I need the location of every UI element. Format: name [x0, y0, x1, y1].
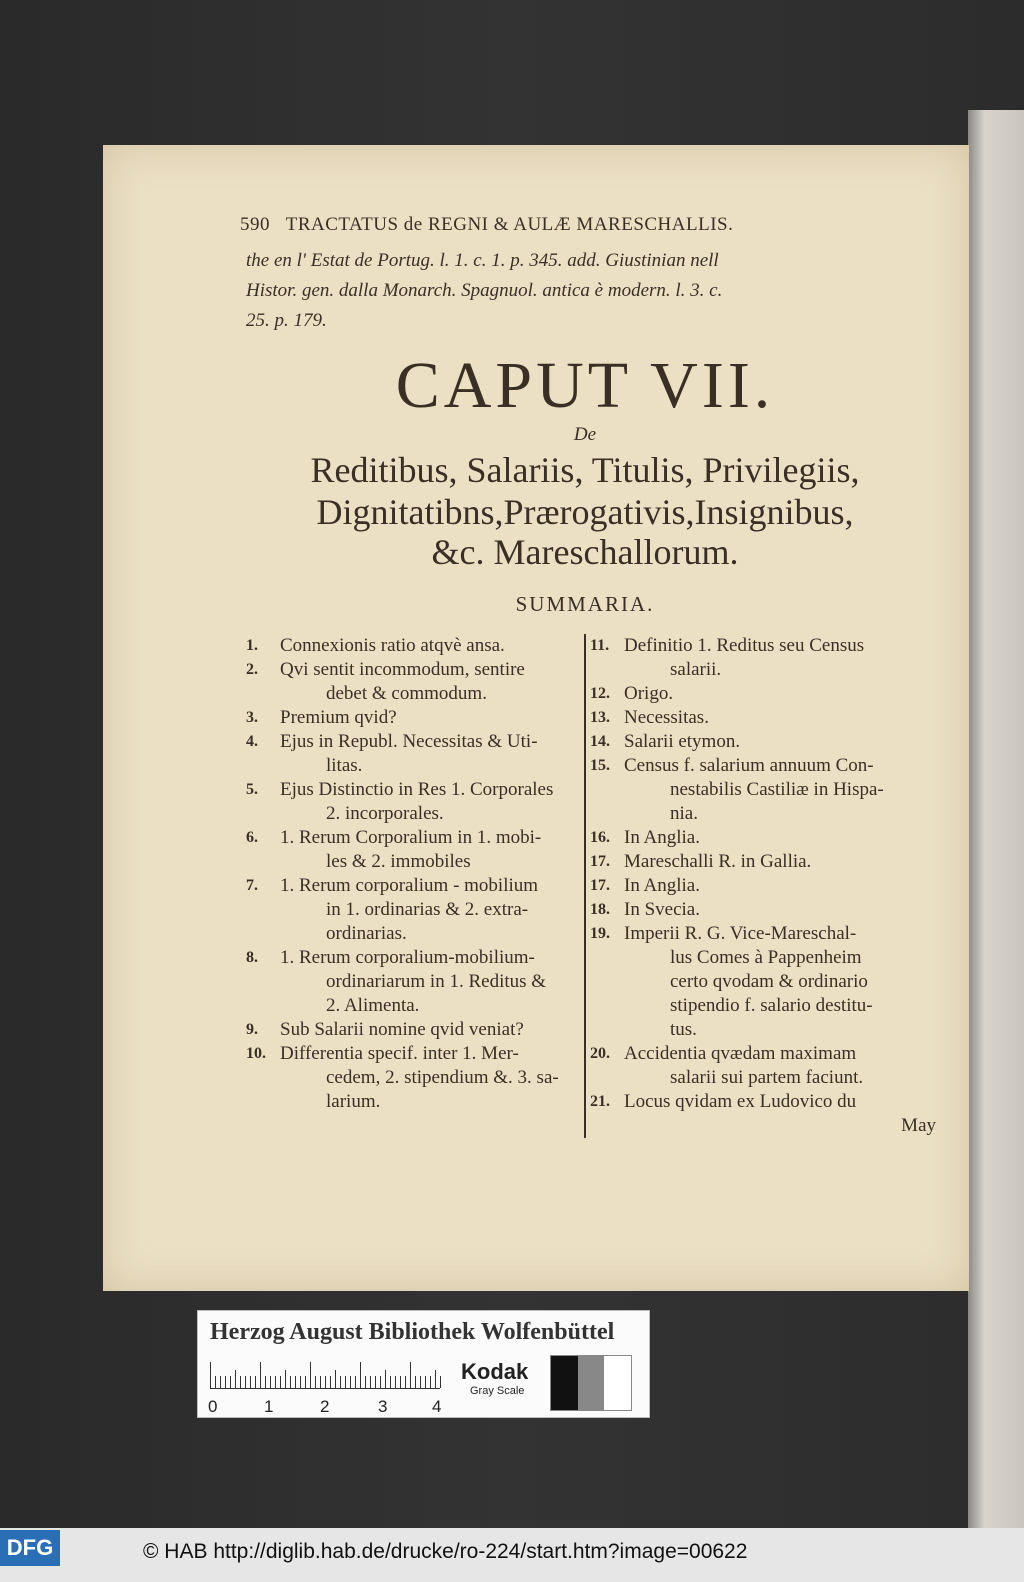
entry-text: salarii sui partem faciunt.: [670, 1067, 864, 1088]
summaria-entry: [246, 1018, 580, 1042]
ruler-tick: [260, 1362, 261, 1388]
entry-text: salarii.: [670, 659, 722, 680]
entry-number: 14.: [590, 733, 610, 750]
entry-number: 15.: [590, 757, 610, 774]
entry-number: 16.: [590, 829, 610, 846]
ruler-tick: [345, 1376, 346, 1388]
white-swatch: [604, 1356, 631, 1410]
dfg-logo: DFG: [0, 1530, 60, 1566]
kodak-logo: Kodak: [461, 1359, 529, 1384]
facing-page-edge: [968, 110, 1024, 1530]
gray-swatch: [578, 1356, 605, 1410]
summaria-entry: [590, 634, 936, 682]
ruler-tick: [295, 1376, 296, 1388]
entry-text-block: [280, 778, 580, 826]
summaria-heading: SUMMARIA.: [515, 592, 655, 616]
chapter-title-line: &c. Mareschallorum.: [431, 532, 739, 572]
entry-text: Origo.: [624, 683, 674, 704]
entry-text-block: [280, 874, 580, 946]
entry-text-block: [280, 658, 580, 706]
citation-line: 25. p. 179.: [246, 310, 327, 331]
ruler-tick: [340, 1376, 341, 1388]
entry-text-block: [280, 1018, 580, 1042]
entry-text: Locus qvidam ex Ludovico du: [624, 1091, 857, 1112]
entry-text: larium.: [326, 1091, 381, 1112]
ruler-tick: [360, 1362, 361, 1388]
ruler-tick: [285, 1370, 286, 1388]
entry-number: 3.: [246, 709, 258, 726]
page-number: 590: [240, 214, 270, 235]
ruler-label: 1: [264, 1397, 274, 1416]
citation-line: the en l' Estat de Portug. l. 1. c. 1. p. 345. add. Giustinian nell: [246, 250, 719, 271]
entry-text: Imperii R. G. Vice-Mareschal-: [624, 923, 857, 944]
summaria-entry: [246, 1042, 580, 1114]
ruler-tick: [270, 1376, 271, 1388]
entry-text-block: [624, 634, 936, 682]
entry-text-block: [280, 946, 580, 1018]
running-header: [240, 214, 733, 236]
entry-text-block: [280, 634, 580, 658]
summaria-entry: [590, 850, 936, 874]
entry-text: Ejus Distinctio in Res 1. Corporales: [280, 779, 554, 800]
ruler-tick: [320, 1376, 321, 1388]
ruler-tick: [415, 1376, 416, 1388]
entry-text-block: [624, 730, 936, 754]
ruler-tick: [275, 1376, 276, 1388]
citation-line: Histor. gen. dalla Monarch. Spagnuol. antica è modern. l. 3. c.: [246, 280, 723, 301]
summaria-entry: [590, 1042, 936, 1090]
ruler-tick: [245, 1376, 246, 1388]
entry-number: 19.: [590, 925, 610, 942]
ruler-tick: [370, 1376, 371, 1388]
summaria-entry: [590, 898, 936, 922]
entry-number: 17.: [590, 877, 610, 894]
ruler-tick: [235, 1370, 236, 1388]
ruler-label: 3: [378, 1397, 388, 1416]
entry-text: Connexionis ratio atqvè ansa.: [280, 635, 505, 656]
entry-text: May: [901, 1115, 936, 1136]
entry-text-block: [280, 1042, 580, 1114]
ruler-tick: [330, 1376, 331, 1388]
entry-text: 1. Rerum Corporalium in 1. mobi-: [280, 827, 542, 848]
entry-text: In Anglia.: [624, 875, 700, 896]
entry-number: 21.: [590, 1093, 610, 1110]
library-name: Herzog August Bibliothek Wolfenbüttel: [210, 1319, 615, 1345]
entry-number: 9.: [246, 1021, 258, 1038]
ruler-tick: [210, 1362, 211, 1388]
summaria-entry: [590, 682, 936, 706]
summaria-entry: [246, 634, 580, 658]
summaria-entry: [590, 826, 936, 850]
ruler-tick: [430, 1376, 431, 1388]
ruler-tick: [255, 1376, 256, 1388]
summaria-left-column: [246, 634, 580, 1114]
entry-text: Premium qvid?: [280, 707, 397, 728]
ruler-tick: [435, 1370, 436, 1388]
ruler-tick: [380, 1376, 381, 1388]
entry-text: Mareschalli R. in Gallia.: [624, 851, 812, 872]
gray-swatches: [550, 1355, 632, 1411]
entry-number: 4.: [246, 733, 258, 750]
entry-text-block: [624, 826, 936, 850]
summaria-entry: [246, 658, 580, 706]
entry-text: nestabilis Castiliæ in Hispa-: [670, 779, 884, 800]
entry-text: 1. Rerum corporalium - mobilium: [280, 875, 539, 896]
ruler-tick: [310, 1362, 311, 1388]
entry-number: 6.: [246, 829, 258, 846]
entry-text: in 1. ordinarias & 2. extra-: [326, 899, 529, 920]
entry-number: 7.: [246, 877, 258, 894]
entry-text-block: [280, 826, 580, 874]
entry-number: 2.: [246, 661, 258, 678]
ruler-tick: [315, 1376, 316, 1388]
entry-text-block: [280, 730, 580, 778]
entry-text-block: [624, 874, 936, 898]
entry-text: certo qvodam & ordinario: [670, 971, 868, 992]
chapter-de: De: [573, 424, 597, 445]
summaria-right-column: [584, 634, 936, 1138]
ruler-tick: [265, 1376, 266, 1388]
entry-text: nia.: [670, 803, 698, 824]
entry-text: 2. incorporales.: [326, 803, 444, 824]
ruler-tick: [395, 1376, 396, 1388]
entry-text: Necessitas.: [624, 707, 709, 728]
copyright-link[interactable]: © HAB http://diglib.hab.de/drucke/ro-224/start.htm?image=00622: [143, 1540, 748, 1563]
summaria-entry: [590, 730, 936, 754]
ruler-label: 4: [432, 1397, 442, 1416]
summaria-entry: [246, 874, 580, 946]
ruler-tick: [215, 1376, 216, 1388]
summaria-entry: [590, 922, 936, 1042]
entry-text: litas.: [326, 755, 363, 776]
entry-text: Sub Salarii nomine qvid veniat?: [280, 1019, 524, 1040]
chapter-title-line: Dignitatibns,Prærogativis,Insignibus,: [316, 492, 854, 532]
entry-text: 2. Alimenta.: [326, 995, 420, 1016]
entry-number: 17.: [590, 853, 610, 870]
ruler-tick: [400, 1376, 401, 1388]
ruler-tick: [280, 1376, 281, 1388]
entry-text: Census f. salarium annuum Con-: [624, 755, 874, 776]
entry-text: Salarii etymon.: [624, 731, 741, 752]
entry-number: 1.: [246, 637, 258, 654]
summaria-entry: [246, 730, 580, 778]
entry-text-block: [624, 850, 936, 874]
ruler-tick: [385, 1370, 386, 1388]
entry-text: lus Comes à Pappenheim: [670, 947, 862, 968]
ruler-tick: [440, 1376, 441, 1388]
library-color-card: [197, 1310, 650, 1418]
entry-number: 18.: [590, 901, 610, 918]
ruler-tick: [365, 1376, 366, 1388]
entry-text-block: [280, 706, 580, 730]
entry-number: 13.: [590, 709, 610, 726]
entry-text: Differentia specif. inter 1. Mer-: [280, 1043, 519, 1064]
entry-text: ordinariarum in 1. Reditus &: [326, 971, 547, 992]
entry-text-block: [624, 706, 936, 730]
ruler-tick: [290, 1376, 291, 1388]
gray-scale-label: Gray Scale: [470, 1385, 525, 1397]
ruler-label: 0: [208, 1397, 218, 1416]
ruler-tick: [225, 1376, 226, 1388]
entry-text: Definitio 1. Reditus seu Census: [624, 635, 865, 656]
entry-text: stipendio f. salario destitu-: [670, 995, 873, 1016]
running-title: TRACTATUS de REGNI & AULÆ MARESCHALLIS.: [285, 214, 734, 235]
ruler-tick: [300, 1376, 301, 1388]
ruler-tick: [220, 1376, 221, 1388]
entry-text-block: [624, 1042, 936, 1090]
ruler-tick: [350, 1376, 351, 1388]
ruler-tick: [335, 1370, 336, 1388]
ruler-tick: [425, 1376, 426, 1388]
ruler-tick: [390, 1376, 391, 1388]
ruler: [210, 1361, 440, 1389]
entry-text: ordinarias.: [326, 923, 407, 944]
black-swatch: [551, 1356, 578, 1410]
entry-text: In Anglia.: [624, 827, 700, 848]
entry-number: 11.: [590, 637, 610, 654]
ruler-tick: [230, 1376, 231, 1388]
entry-text: Accidentia qvædam maximam: [624, 1043, 857, 1064]
entry-text: cedem, 2. stipendium &. 3. sa-: [326, 1067, 559, 1088]
entry-text: debet & commodum.: [326, 683, 487, 704]
summaria-entry: [246, 706, 580, 730]
entry-text: Ejus in Republ. Necessitas & Uti-: [280, 731, 538, 752]
entry-number: 10.: [246, 1045, 266, 1062]
ruler-tick: [240, 1376, 241, 1388]
summaria-entry: [590, 706, 936, 730]
ruler-tick: [405, 1376, 406, 1388]
ruler-tick: [355, 1376, 356, 1388]
ruler-label: 2: [320, 1397, 330, 1416]
summaria-entry: [246, 946, 580, 1018]
summaria-entry: [246, 778, 580, 826]
ruler-tick: [375, 1376, 376, 1388]
entry-text-block: [624, 754, 936, 826]
ruler-tick: [420, 1376, 421, 1388]
ruler-tick: [250, 1376, 251, 1388]
entry-text: les & 2. immobiles: [326, 851, 471, 872]
entry-text-block: [624, 898, 936, 922]
entry-number: 5.: [246, 781, 258, 798]
ruler-tick: [410, 1362, 411, 1388]
entry-text-block: [624, 682, 936, 706]
entry-text: Qvi sentit incommodum, sentire: [280, 659, 525, 680]
chapter-title-line: Reditibus, Salariis, Titulis, Privilegiis,: [310, 450, 860, 490]
summaria-entry: [590, 1090, 936, 1138]
summaria-entry: [246, 826, 580, 874]
summaria-entry: [590, 754, 936, 826]
chapter-heading: CAPUT VII.: [395, 349, 775, 422]
entry-number: 12.: [590, 685, 610, 702]
entry-text: In Svecia.: [624, 899, 700, 920]
ruler-tick: [325, 1376, 326, 1388]
entry-text: tus.: [670, 1019, 697, 1040]
entry-text-block: [624, 1090, 936, 1138]
entry-text: 1. Rerum corporalium-mobilium-: [280, 947, 535, 968]
entry-number: 20.: [590, 1045, 610, 1062]
summaria-entry: [590, 874, 936, 898]
entry-number: 8.: [246, 949, 258, 966]
entry-text-block: [624, 922, 936, 1042]
ruler-tick: [305, 1376, 306, 1388]
